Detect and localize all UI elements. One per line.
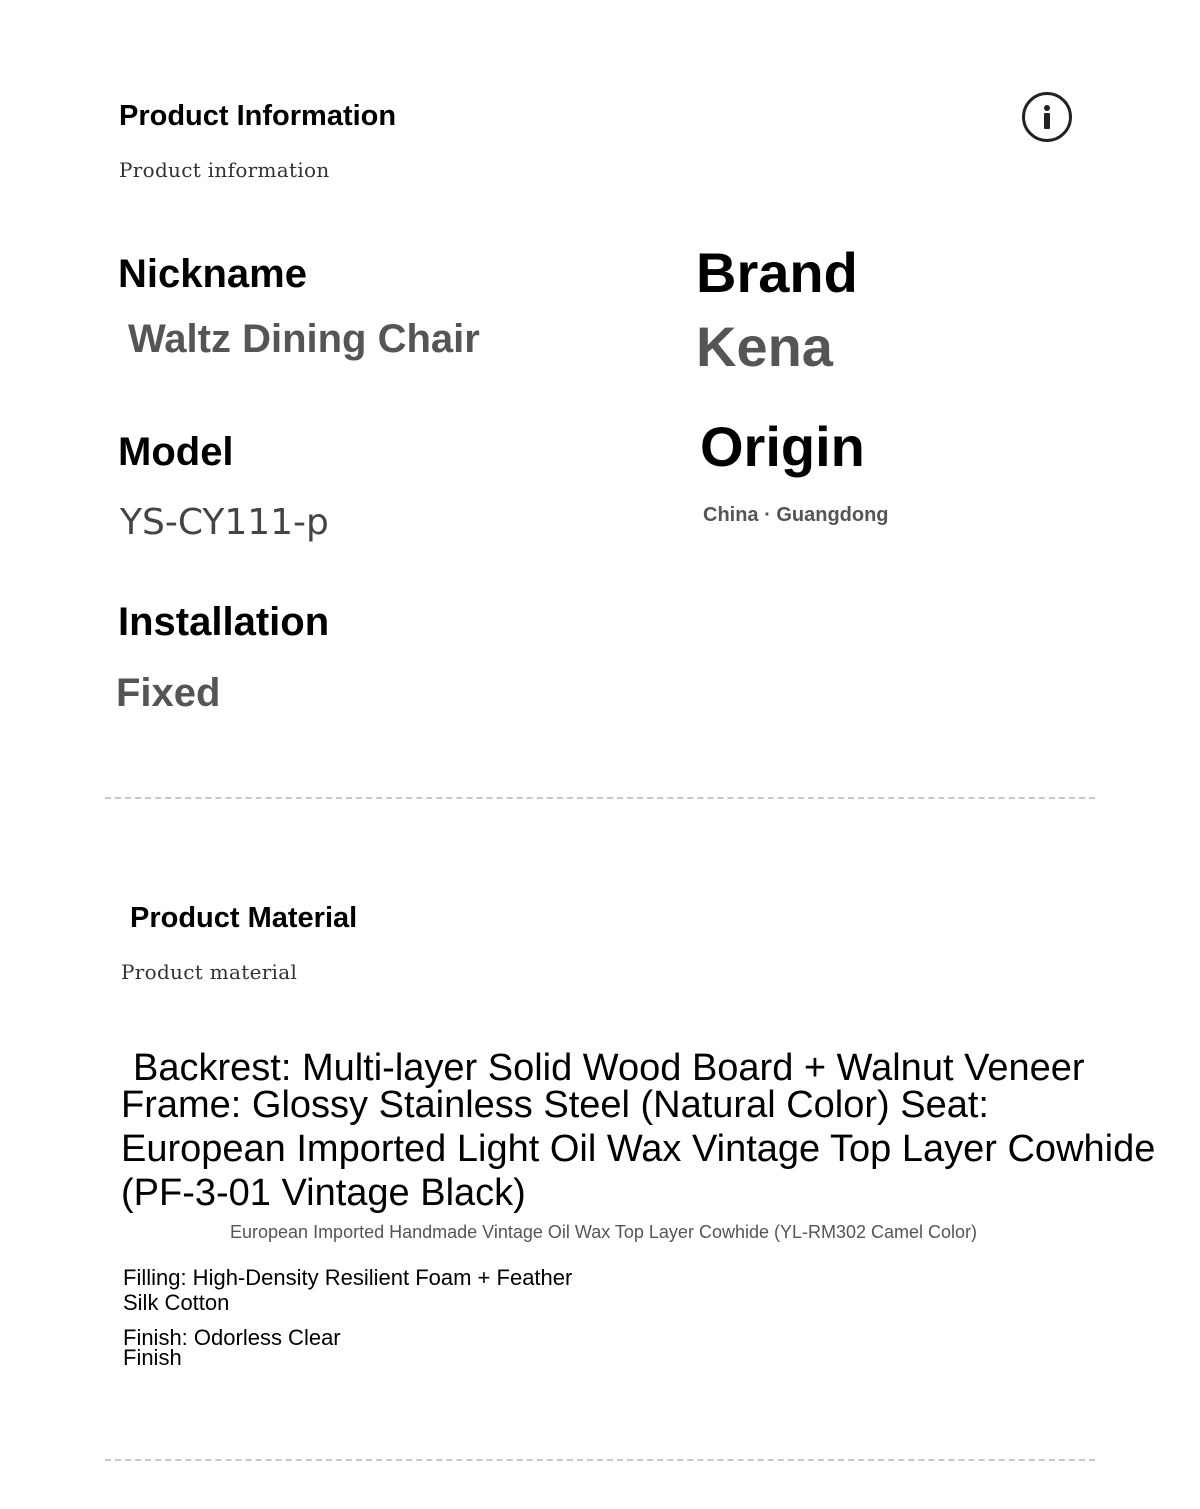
material-filling-line2: Silk Cotton: [123, 1290, 230, 1315]
brand-value: Kena: [696, 315, 833, 378]
section-divider-bottom: [105, 1459, 1095, 1461]
info-icon[interactable]: [1022, 92, 1072, 142]
material-frame-seat: Frame: Glossy Stainless Steel (Natural Color) Seat: European Imported Light Oil Wax Vintage Top Layer Cowhide (PF-3-01 Vintage Black): [121, 1084, 1156, 1214]
origin-value: China · Guangdong: [703, 504, 889, 526]
material-section-subtitle: Product material: [121, 960, 298, 984]
material-finish-line1: Finish: Odorless Clear: [123, 1325, 341, 1350]
section-divider-top: [105, 797, 1095, 799]
material-section-title: Product Material: [130, 902, 358, 934]
info-section-subtitle: Product information: [119, 158, 330, 182]
material-finish-line2: Finish: [123, 1345, 182, 1370]
material-backrest: Backrest: Multi-layer Solid Wood Board + Walnut Veneer: [133, 1047, 1085, 1089]
info-section-title: Product Information: [119, 100, 397, 132]
model-label: Model: [118, 430, 234, 474]
nickname-label: Nickname: [118, 252, 307, 296]
brand-label: Brand: [696, 241, 858, 304]
installation-value: Fixed: [116, 671, 221, 715]
model-value: YS-CY111-p: [120, 502, 329, 543]
material-filling-line1: Filling: High-Density Resilient Foam + Feather: [123, 1265, 573, 1290]
installation-label: Installation: [118, 600, 330, 644]
info-glyph-icon: [1032, 102, 1062, 132]
origin-label: Origin: [700, 415, 865, 478]
nickname-value: Waltz Dining Chair: [128, 317, 480, 361]
material-alt-leather: European Imported Handmade Vintage Oil Wax Top Layer Cowhide (YL-RM302 Camel Color): [230, 1222, 978, 1242]
